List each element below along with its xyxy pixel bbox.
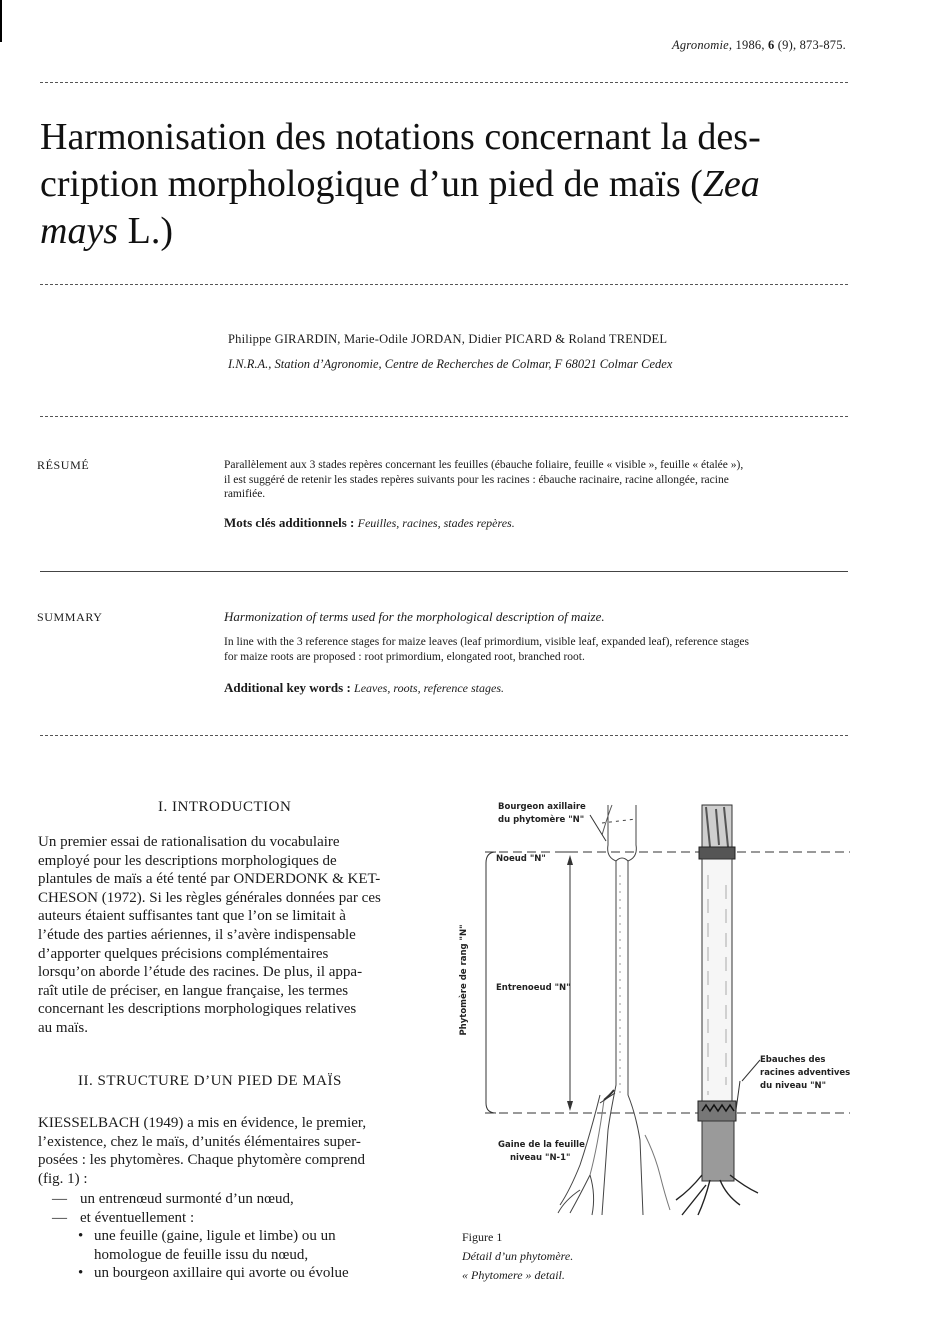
- intro-line: CHESON (1972). Si les règles générales données par ces: [38, 889, 381, 906]
- affiliation: I.N.R.A., Station d’Agronomie, Centre de Recherches de Colmar, F 68021 Colmar Cedex: [228, 357, 673, 371]
- title-genus: Zea: [702, 163, 760, 205]
- label-sheath-line1: Gaine de la feuille: [498, 1140, 585, 1150]
- header-rule: [40, 82, 848, 83]
- resume-line: il est suggéré de retenir les stades repères suivants pour les racines : ébauche racinaire, racine allongée, racine: [224, 473, 729, 486]
- structure-list: [52, 1190, 422, 1283]
- title-line-3-text: L.): [118, 210, 173, 252]
- list-item: — et éventuellement :: [52, 1209, 195, 1226]
- intro-body: [38, 833, 420, 1038]
- intro-line: d’apporter quelques précisions complémentaires: [38, 945, 329, 962]
- resume-keywords-text: Feuilles, racines, stades repères.: [357, 516, 515, 530]
- intro-line: Un premier essai de rationalisation du vocabulaire: [38, 834, 340, 850]
- authors: Philippe GIRARDIN, Marie-Odile JORDAN, Didier PICARD & Roland TRENDEL: [228, 332, 668, 346]
- paper-title: [40, 114, 860, 255]
- resume-label: RÉSUMÉ: [37, 458, 90, 472]
- resume-rule: [40, 571, 848, 572]
- intro-line: lorsqu’on aborde l’étude des racines. De plus, il appa-: [38, 964, 363, 981]
- figure-caption-fr: Détail d’un phytomère.: [462, 1249, 574, 1263]
- label-bud-line2: du phytomère "N": [498, 815, 585, 825]
- title-line-2: [40, 161, 860, 208]
- journal-volume: 6: [768, 38, 775, 52]
- journal-name: Agronomie,: [672, 38, 733, 52]
- intro-line: employé pour les descriptions morphologiques de: [38, 852, 337, 869]
- bud-pointer: [590, 815, 606, 841]
- figure-caption-en: « Phytomere » detail.: [462, 1268, 565, 1282]
- label-primordia-line2: racines adventives: [760, 1068, 851, 1078]
- resume-line: ramifiée.: [224, 488, 266, 500]
- summary-line: for maize roots are proposed : root primordium, elongated root, branched root.: [224, 650, 585, 663]
- sub-list-item: • une feuille (gaine, ligule et limbe) ou un: [78, 1228, 336, 1245]
- label-bud-line1: Bourgeon axillaire: [498, 802, 586, 812]
- title-species: mays: [40, 210, 119, 252]
- summary-label: SUMMARY: [37, 610, 103, 624]
- summary-keywords-text: Leaves, roots, reference stages.: [354, 681, 504, 695]
- journal-year: 1986,: [735, 38, 765, 52]
- structure-body: [38, 1114, 420, 1188]
- list-item-text: un entrenœud surmonté d’un nœud,: [80, 1191, 294, 1207]
- summary-keywords-label: Additional key words :: [224, 680, 351, 695]
- summary-keywords: [224, 680, 504, 696]
- intro-line: l’étude des parties aériennes, il s’avère indispensable: [38, 926, 356, 943]
- label-internode: Entrenoeud "N": [496, 983, 571, 993]
- sub-list-item-text: un bourgeon axillaire qui avorte ou évolue: [94, 1265, 349, 1282]
- label-primordia-line3: du niveau "N": [760, 1081, 827, 1091]
- journal-pages: (9), 873-875.: [777, 38, 846, 52]
- resume-keywords: [224, 515, 515, 531]
- young-stem-drawing: [558, 805, 670, 1215]
- intro-line: [38, 870, 420, 889]
- mature-stem-drawing: [676, 805, 758, 1215]
- intro-line: auteurs étaient suffisantes tant que l’on se limitait à: [38, 908, 346, 925]
- title-line-1: Harmonisation des notations concernant la des-: [40, 116, 761, 158]
- summary-title: Harmonization of terms used for the morphological description of maize.: [224, 609, 605, 624]
- title-line-3: [40, 208, 860, 255]
- label-sheath-line2: niveau "N-1": [510, 1153, 571, 1163]
- resume-keywords-label: Mots clés additionnels :: [224, 515, 355, 530]
- title-rule: [40, 284, 848, 285]
- sub-list-item-text: homologue de feuille issu du nœud,: [94, 1246, 309, 1263]
- phytomere-bracket: [486, 852, 496, 1113]
- journal-citation: [672, 38, 846, 53]
- intro-line: raît utile de préciser, en langue française, les termes: [38, 982, 349, 999]
- sub-list-item: • un bourgeon axillaire qui avorte ou évolue: [78, 1265, 349, 1282]
- sub-list-item-continued: [52, 1246, 422, 1265]
- title-line-2-text: cription morphologique d’un pied de maïs (: [40, 163, 703, 205]
- intro-heading: I. INTRODUCTION: [158, 799, 292, 815]
- resume-text: [224, 458, 848, 502]
- label-primordia-line1: Ebauches des: [760, 1055, 826, 1065]
- resume-line: Parallèlement aux 3 stades repères concernant les feuilles (ébauche foliaire, feuille « visible », feuille « étalée »),: [224, 459, 744, 471]
- structure-citation: KIESSELBACH: [38, 1115, 140, 1131]
- structure-heading: II. STRUCTURE D’UN PIED DE MAÏS: [78, 1073, 342, 1089]
- scan-edge-mark: [0, 0, 2, 42]
- list-item-text: et éventuellement :: [80, 1209, 195, 1226]
- intro-line: au maïs.: [38, 1019, 88, 1036]
- structure-line: [38, 1114, 420, 1133]
- list-item: — un entrenœud surmonté d’un nœud,: [52, 1191, 294, 1207]
- sub-list-item-text: une feuille (gaine, ligule et limbe) ou un: [94, 1228, 336, 1245]
- intro-line: concernant les descriptions morphologiques relatives: [38, 1001, 357, 1018]
- structure-line: (fig. 1) :: [38, 1170, 88, 1187]
- primordia-pointer: [736, 1081, 740, 1110]
- intro-line-text: plantules de maïs a été tenté par: [38, 871, 230, 888]
- figure-caption-number: Figure 1: [462, 1230, 503, 1244]
- structure-line-text: (1949) a mis en évidence, le premier,: [139, 1115, 367, 1131]
- label-node: Noeud "N": [496, 854, 546, 864]
- intro-citation: ONDERDONK & KET-: [233, 871, 381, 888]
- summary-line: In line with the 3 reference stages for maize leaves (leaf primordium, visible leaf, expanded leaf), reference stages: [224, 636, 749, 648]
- summary-text: [224, 635, 848, 664]
- label-phytomere-rank: Phytomère de rang "N": [459, 924, 469, 1036]
- structure-line: posées : les phytomères. Chaque phytomère comprend: [38, 1152, 365, 1169]
- authors-rule: [40, 416, 848, 417]
- summary-rule: [40, 735, 848, 736]
- structure-line: l’existence, chez le maïs, d’unités élémentaires super-: [38, 1133, 361, 1150]
